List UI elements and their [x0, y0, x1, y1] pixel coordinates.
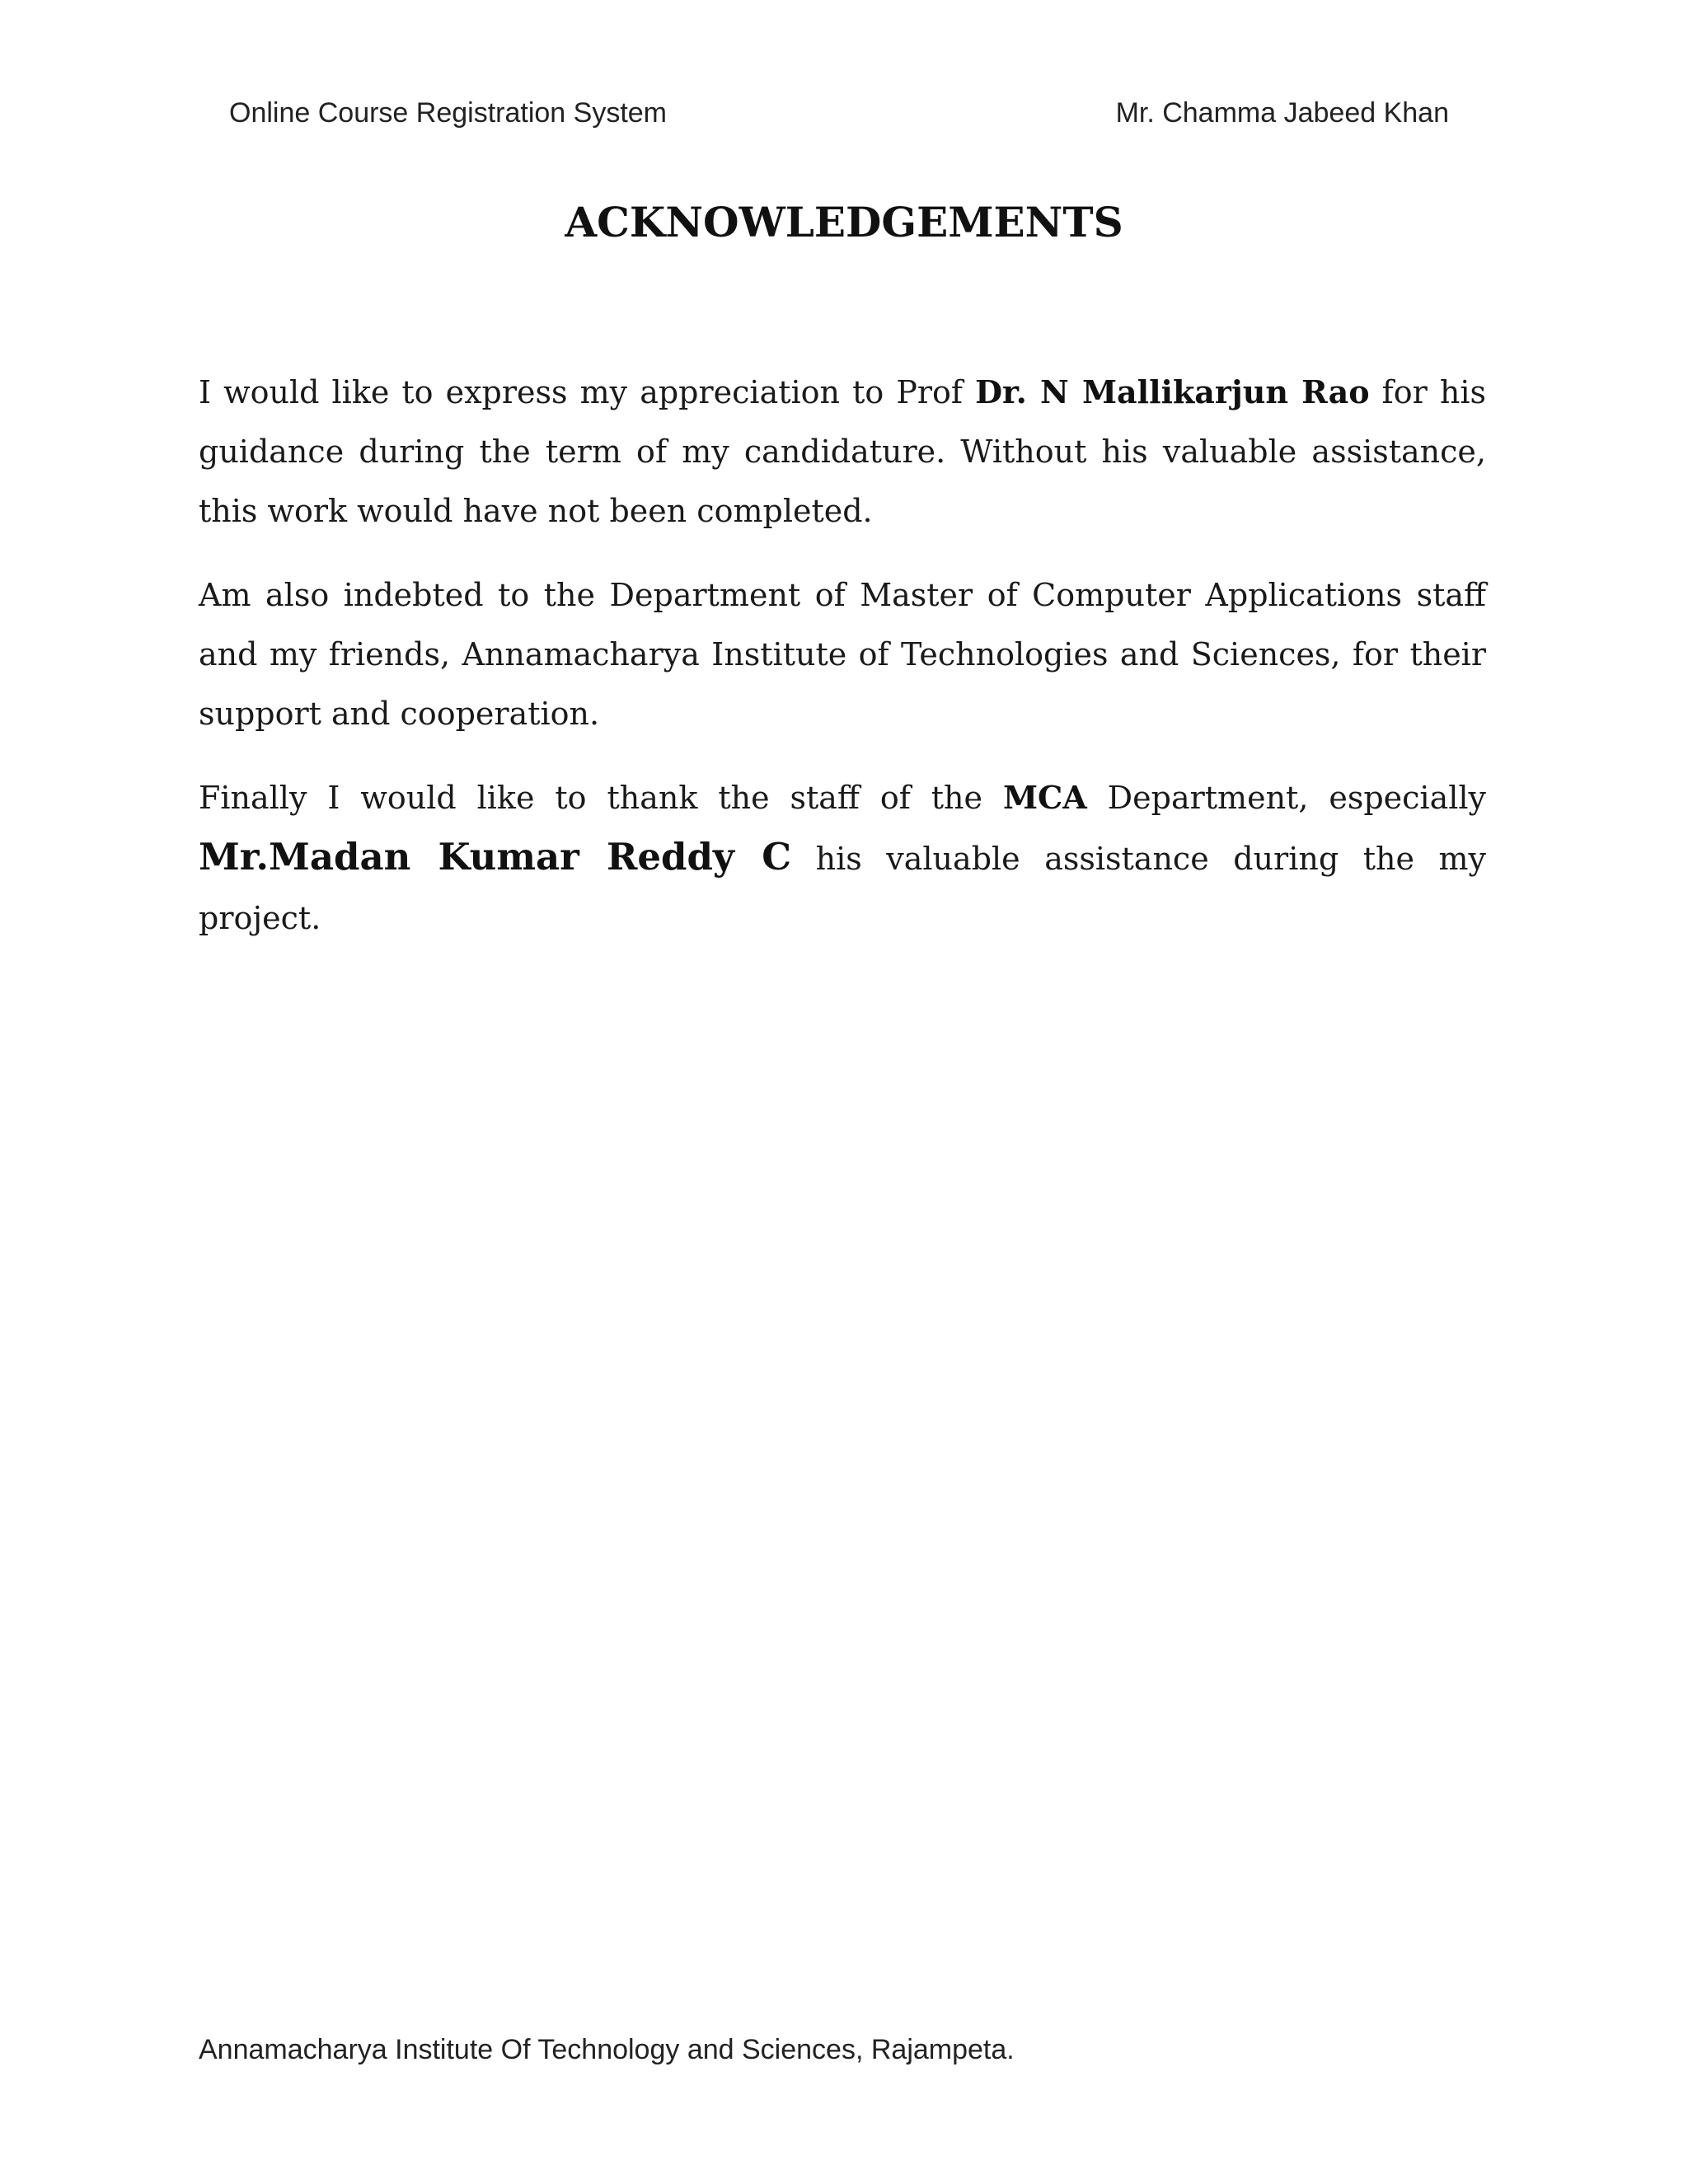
page-header	[229, 97, 1449, 138]
paragraph-guidance-rest: for his guidance during the term of my candidature. Without his valuable assistance, this work would have not been completed.	[199, 374, 1486, 529]
header-project-title: Online Course Registration System	[229, 97, 668, 129]
paragraph-thanks-middle: Department, especially	[1086, 780, 1487, 816]
paragraph-thanks-rest: his valuable assistance during the my project.	[199, 841, 1487, 936]
mentor-name: Mr.Madan Kumar Reddy C	[199, 835, 792, 879]
page-footer: Annamacharya Institute Of Technology and Sciences, Rajampeta.	[199, 2034, 1015, 2065]
paragraph-thanks-intro: Finally I would like to thank the staff of the	[199, 780, 1003, 816]
paragraph-thanks	[199, 768, 1486, 948]
department-abbrev: MCA	[1002, 779, 1087, 816]
acknowledgement-body	[199, 363, 1486, 972]
page-title: ACKNOWLEDGEMENTS	[565, 198, 1123, 246]
paragraph-guidance	[199, 363, 1486, 541]
paragraph-guidance-intro: I would like to express my appreciation to Prof	[199, 374, 976, 410]
guide-name: Dr. N Mallikarjun Rao	[975, 373, 1370, 410]
paragraph-department: Am also indebted to the Department of Master of Computer Applications staff and my friends, Annamacharya Institute of Technologies and Sciences, for their support and cooperation.	[199, 577, 1486, 732]
header-author-name: Mr. Chamma Jabeed Khan	[1115, 97, 1449, 129]
